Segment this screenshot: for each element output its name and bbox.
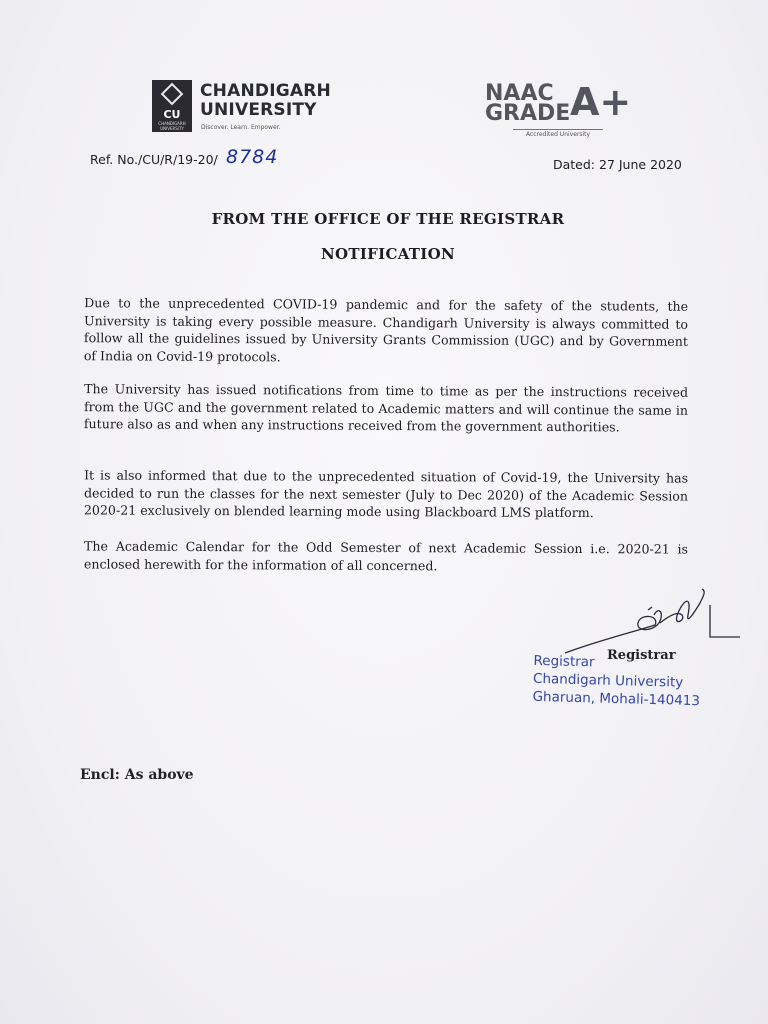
- document-date: Dated: 27 June 2020: [553, 157, 682, 172]
- emblem-text: CU: [163, 108, 181, 121]
- university-name-line2: UNIVERSITY: [200, 100, 317, 120]
- registrar-stamp: [532, 652, 701, 710]
- paragraph-2: The University has issued notifications from time to time as per the instructions received from the UGC and the government related to Academic matters and will continue the same in future also as and when any instructions received from the government authorities.: [83, 381, 689, 435]
- university-name: [200, 82, 331, 120]
- university-tagline: Discover. Learn. Empower.: [201, 124, 281, 131]
- notification-title: NOTIFICATION: [321, 245, 455, 263]
- reference-number: 8784: [226, 146, 279, 168]
- naac-line2: GRADE: [485, 101, 571, 126]
- stamp-line-2: Chandigarh University: [532, 670, 684, 691]
- naac-accredited: Accredited University: [513, 129, 603, 138]
- reference-label: Ref. No./CU/R/19-20/: [90, 152, 218, 167]
- emblem-subtext: CHANDIGARH UNIVERSITY: [158, 121, 186, 131]
- naac-grade: A+: [570, 80, 632, 124]
- naac-text: [485, 81, 571, 126]
- stamp-line-3: Gharuan, Mohali-140413: [532, 688, 701, 710]
- paragraph-4: The Academic Calendar for the Odd Semester of next Academic Session i.e. 2020-21 is enclosed herewith for the information of all concerned.: [83, 538, 689, 573]
- paragraph-1: Due to the unprecedented COVID-19 pandemic and for the safety of the students, the University is taking every possible measure. Chandigarh University is always committed to follow all the guidelines issued by University Grants Commission (UGC) and by Government of India on Covid-19 protocols.: [83, 295, 689, 364]
- university-emblem-icon: [152, 80, 192, 132]
- university-name-line1: CHANDIGARH: [200, 81, 331, 101]
- office-heading: FROM THE OFFICE OF THE REGISTRAR: [211, 210, 565, 228]
- signatory-title: Registrar: [607, 648, 676, 663]
- stamp-line-1: Registrar: [533, 652, 595, 671]
- paragraph-3: It is also informed that due to the unprecedented situation of Covid-19, the University has decided to run the classes for the next semester (July to Dec 2020) of the Academic Session 2020-21 exclusively on blended learning mode using Blackboard LMS platform.: [83, 467, 689, 521]
- naac-line1: NAAC: [485, 81, 554, 106]
- naac-logo: [485, 80, 635, 140]
- university-logo: [152, 80, 331, 136]
- enclosure-note: Encl: As above: [80, 767, 194, 783]
